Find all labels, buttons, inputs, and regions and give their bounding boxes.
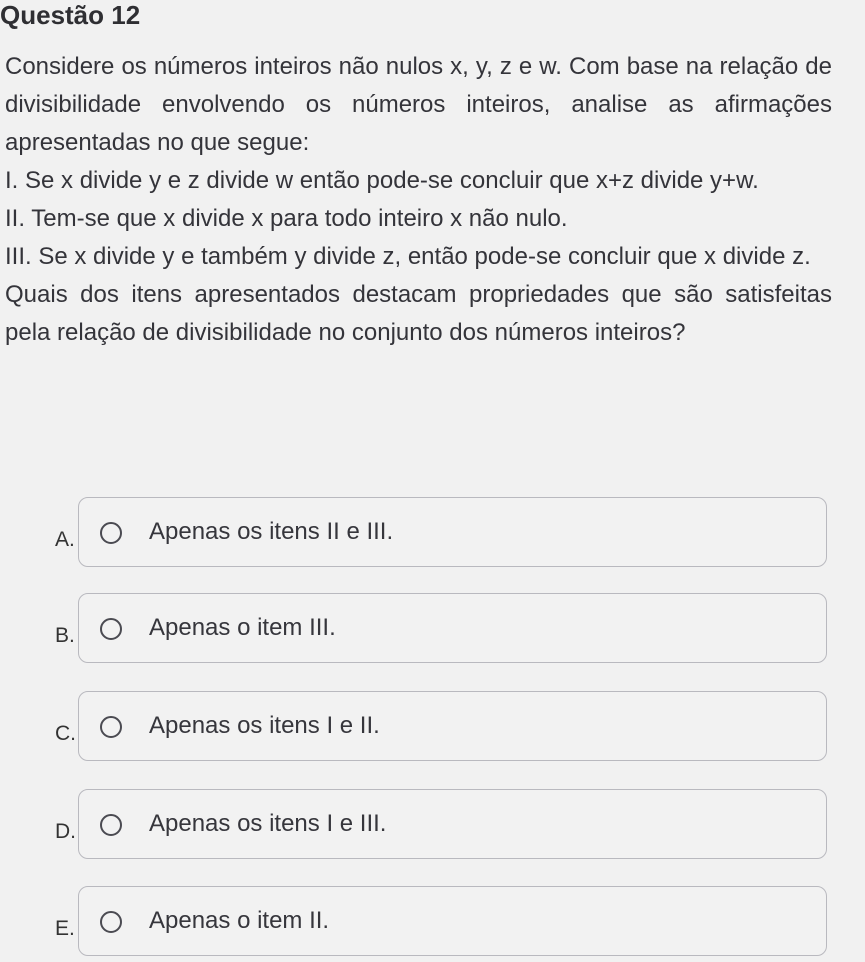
question-prompt: Quais dos itens apresentados destacam propriedades que são satisfeitas pela relação de divisibilidade no conjunto dos números inteiros?: [5, 281, 832, 346]
radio-circle-icon[interactable]: [100, 911, 122, 933]
option-d-box[interactable]: [78, 789, 827, 859]
radio-circle-icon[interactable]: [100, 618, 122, 640]
option-e-label: Apenas o item II.: [149, 907, 330, 934]
option-c[interactable]: [0, 691, 865, 767]
option-b-letter: B.: [55, 624, 75, 647]
option-d-label: Apenas os itens I e III.: [149, 810, 387, 837]
option-a-letter: A.: [55, 528, 75, 551]
option-c-letter: C.: [55, 722, 76, 745]
statement-1: I. Se x divide y e z divide w então pode-se concluir que x+z divide y+w.: [5, 167, 759, 194]
option-c-box[interactable]: [78, 691, 827, 761]
option-b-box[interactable]: [78, 593, 827, 663]
statement-3: III. Se x divide y e também y divide z, então pode-se concluir que x divide z.: [5, 243, 811, 270]
option-e-letter: E.: [55, 917, 75, 940]
radio-circle-icon[interactable]: [100, 716, 122, 738]
radio-circle-icon[interactable]: [100, 814, 122, 836]
option-a[interactable]: [0, 497, 865, 573]
option-e[interactable]: [0, 886, 865, 962]
option-a-label: Apenas os itens II e III.: [149, 518, 394, 545]
question-intro: Considere os números inteiros não nulos x, y, z e w. Com base na relação de divisibilidade envolvendo os números inteiros, analise as afirmações apresentadas no que segue:: [5, 53, 832, 156]
statement-2: II. Tem-se que x divide x para todo inteiro x não nulo.: [5, 205, 568, 232]
option-b[interactable]: [0, 593, 865, 669]
option-b-label: Apenas o item III.: [149, 614, 336, 641]
option-d[interactable]: [0, 789, 865, 865]
question-title: Questão 12: [0, 0, 141, 30]
option-a-box[interactable]: [78, 497, 827, 567]
option-e-box[interactable]: [78, 886, 827, 956]
option-c-label: Apenas os itens I e II.: [149, 712, 380, 739]
question-body: [5, 48, 832, 352]
radio-circle-icon[interactable]: [100, 522, 122, 544]
option-d-letter: D.: [55, 820, 76, 843]
